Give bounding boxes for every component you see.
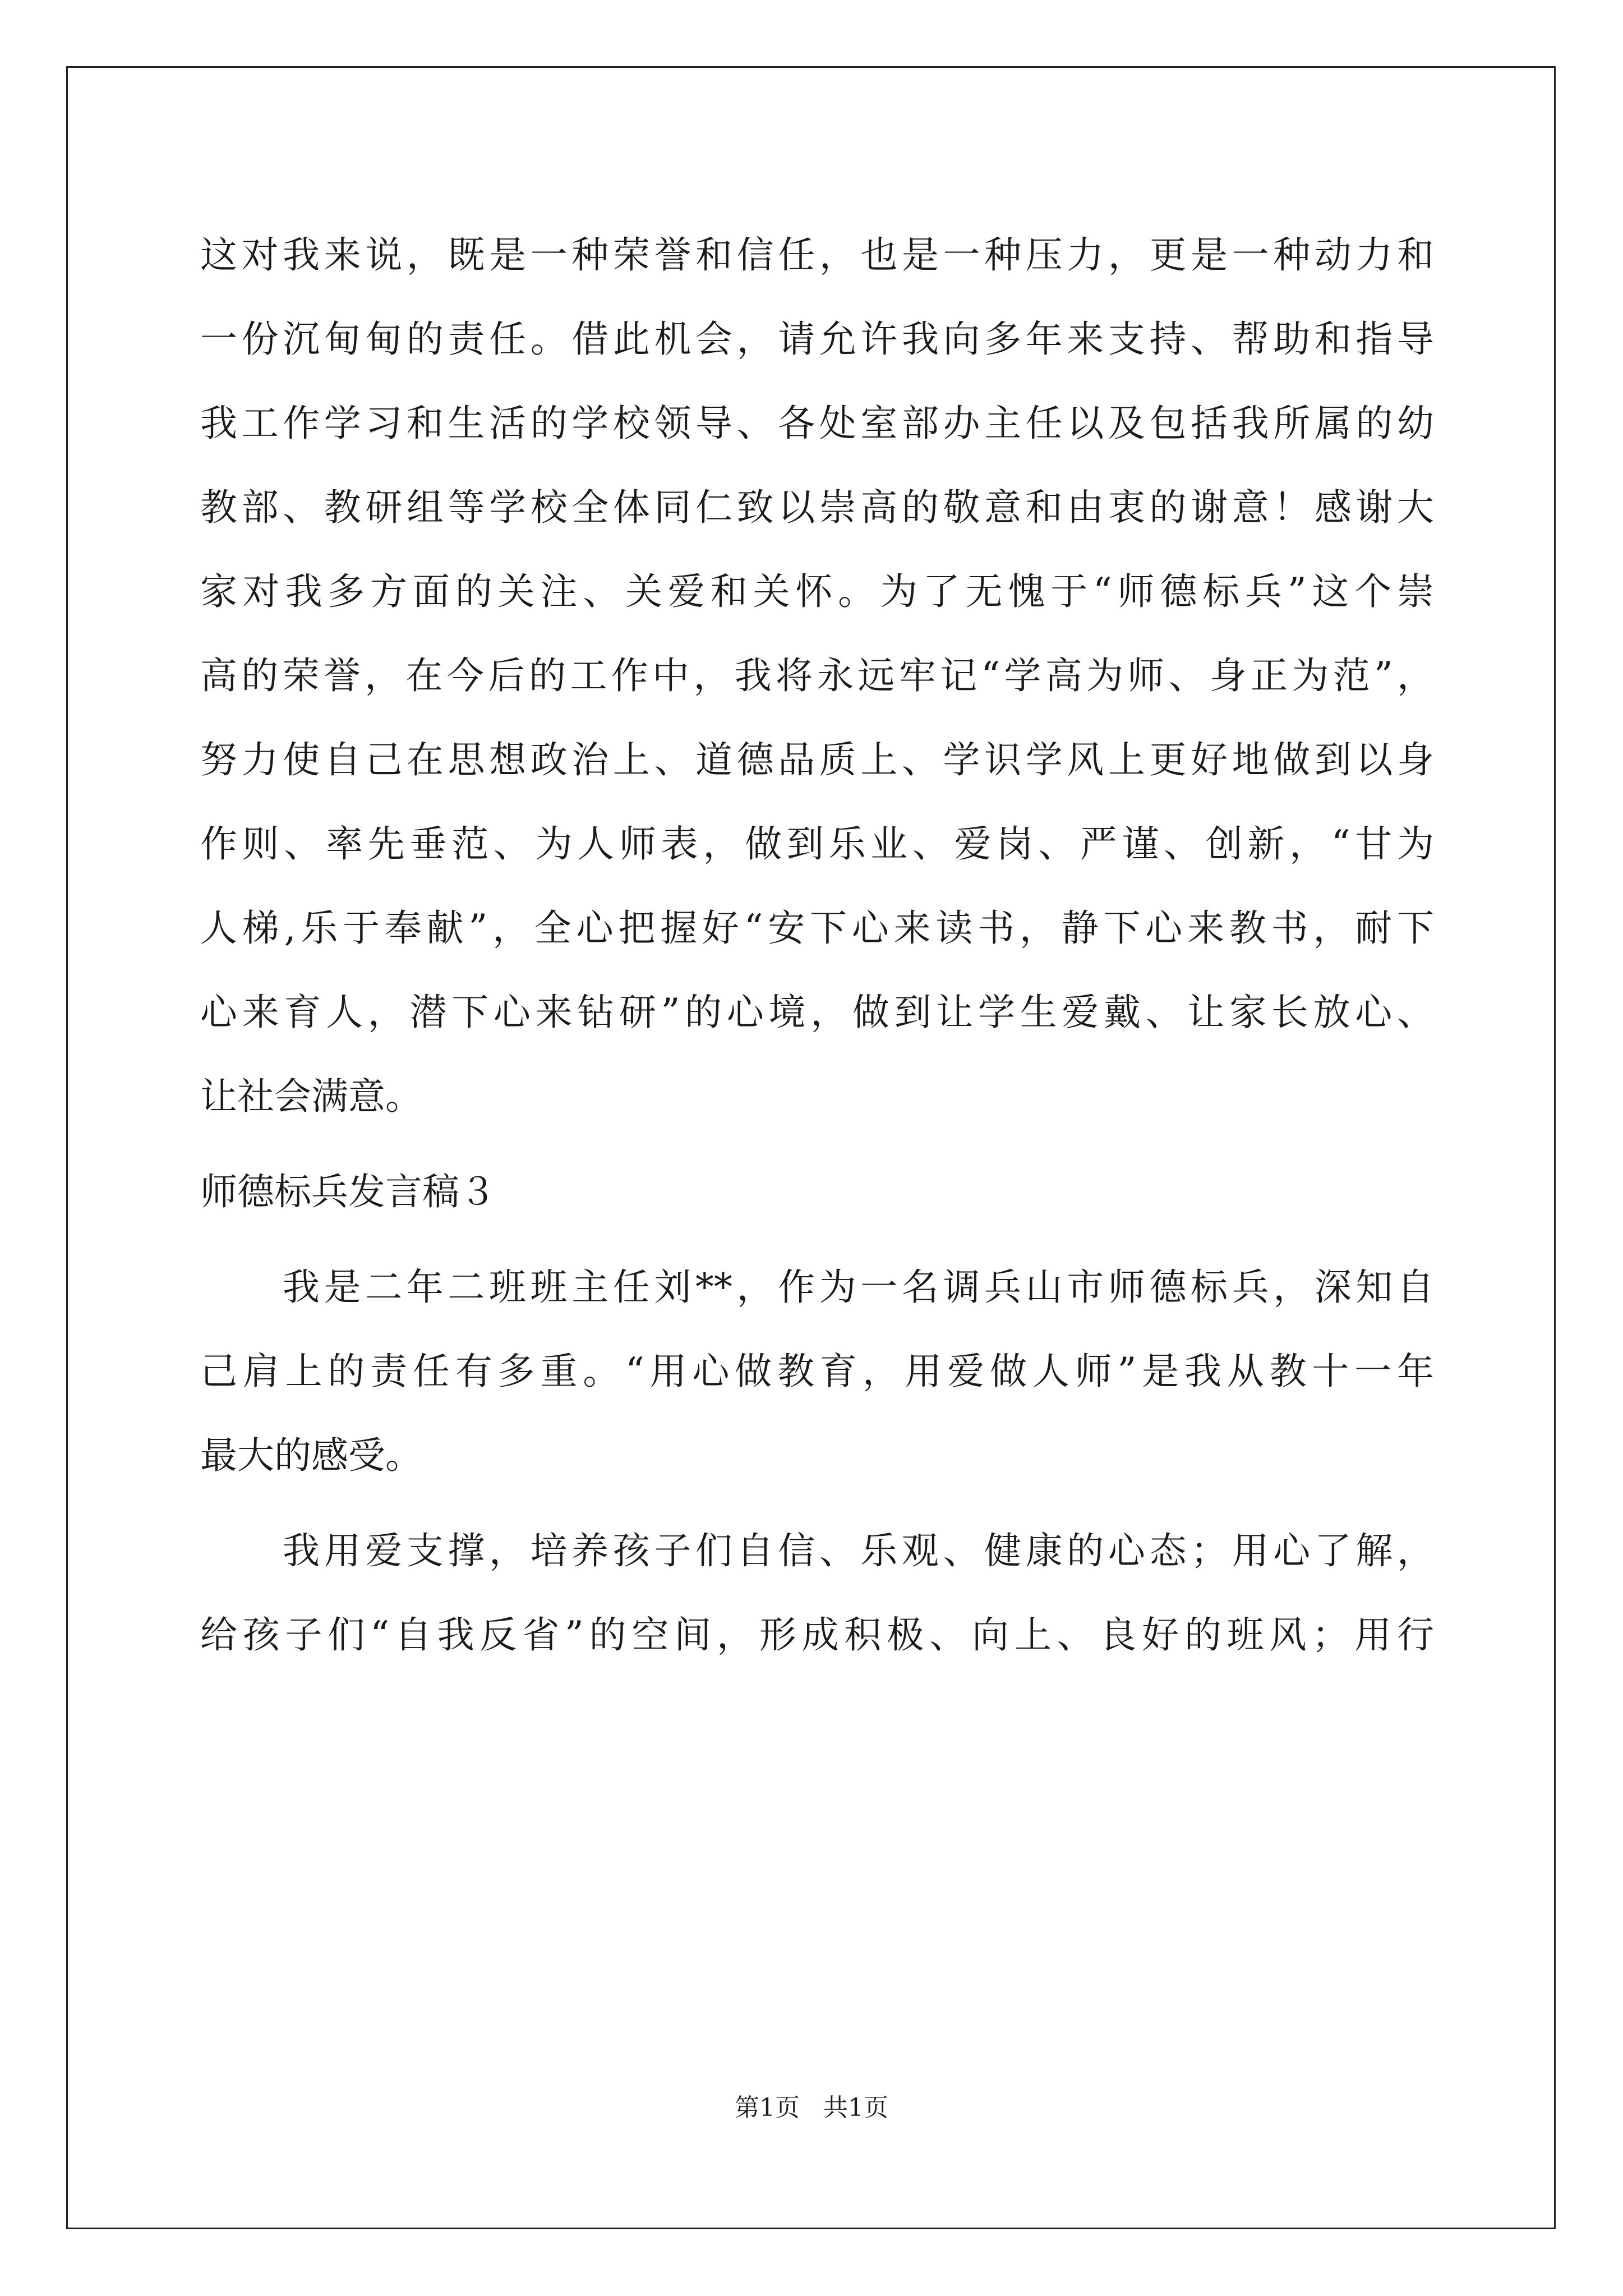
text-line: 我是二年二班班主任刘**，作为一名调兵山市师德标兵，深知自 (283, 1266, 1434, 1309)
text-line: 己肩上的责任有多重。“用心做教育，用爱做人师”是我从教十一年 (200, 1350, 1434, 1393)
page-total: 共1页 (823, 2093, 888, 2122)
text-line: 我用爱支撑，培养孩子们自信、乐观、健康的心态；用心了解， (283, 1529, 1434, 1572)
text-line: 给孩子们“自我反省”的空间，形成积极、向上、良好的班风；用行 (200, 1613, 1434, 1657)
paragraph-3 (200, 1509, 1434, 1677)
paragraph-1 (200, 213, 1434, 1139)
text-line: 高的荣誉，在今后的工作中，我将永远牢记“学高为师、身正为范”， (200, 654, 1434, 697)
text-line: 家对我多方面的关注、关爱和关怀。为了无愧于“师德标兵”这个崇 (200, 570, 1434, 613)
text-line: 心来育人，潜下心来钻研”的心境，做到让学生爱戴、让家长放心、 (200, 991, 1434, 1034)
text-line: 最大的感受。 (200, 1434, 422, 1477)
document-body (200, 213, 1434, 1677)
text-line: 努力使自己在思想政治上、道德品质上、学识学风上更好地做到以身 (200, 738, 1434, 781)
text-line: 一份沉甸甸的责任。借此机会，请允许我向多年来支持、帮助和指导 (200, 318, 1434, 361)
page-footer (0, 2091, 1623, 2125)
text-line: 我工作学习和生活的学校领导、各处室部办主任以及包括我所属的幼 (200, 402, 1434, 445)
text-line: 教部、教研组等学校全体同仁致以崇高的敬意和由衷的谢意！感谢大 (200, 486, 1434, 529)
text-line: 让社会满意。 (200, 1075, 422, 1118)
text-line: 这对我来说，既是一种荣誉和信任，也是一种压力，更是一种动力和 (200, 233, 1434, 277)
section-heading: 师德标兵发言稿３ (200, 1170, 496, 1213)
paragraph-2 (200, 1245, 1434, 1498)
text-line: 作则、率先垂范、为人师表，做到乐业、爱岗、严谨、创新，“甘为 (200, 822, 1434, 866)
text-line: 人梯,乐于奉献”，全心把握好“安下心来读书，静下心来教书，耐下 (200, 907, 1434, 950)
page-number: 第1页 (735, 2093, 800, 2122)
